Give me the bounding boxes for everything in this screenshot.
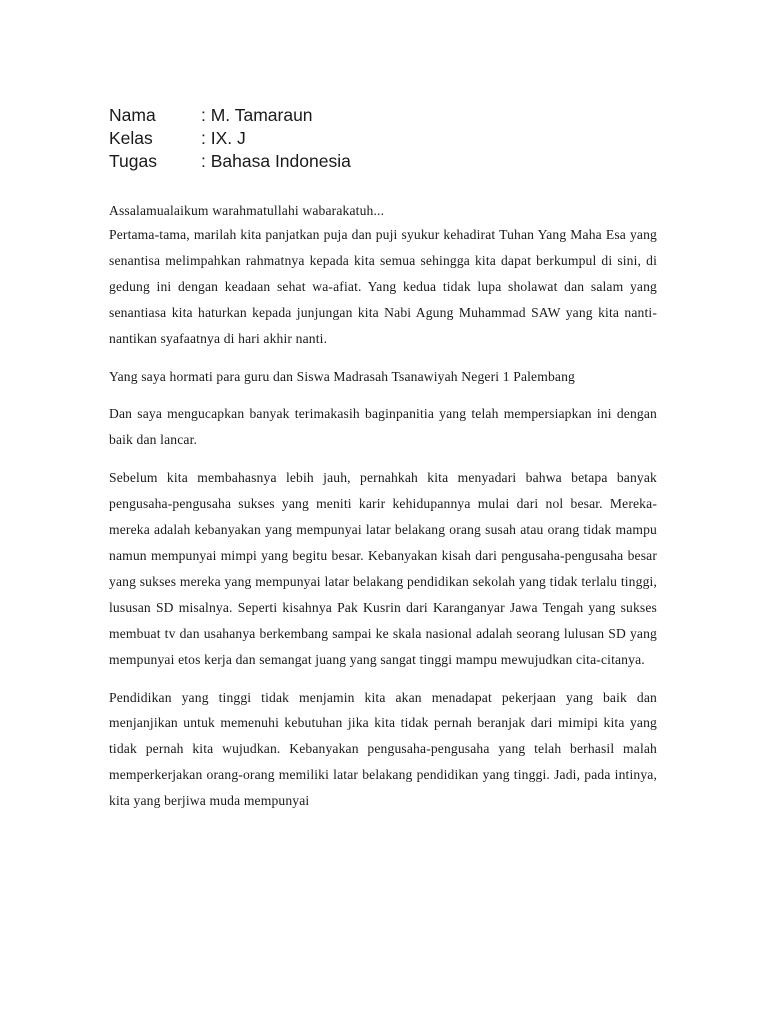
tugas-value: : Bahasa Indonesia bbox=[201, 151, 351, 171]
student-info-header bbox=[109, 104, 657, 173]
greeting: Assalamualaikum warahmatullahi wabarakatuh... bbox=[109, 203, 385, 218]
paragraph-education: Pendidikan yang tinggi tidak menjamin kita akan menadapat pekerjaan yang baik dan menjanjikan untuk memenuhi kebutuhan jika kita tidak pernah beranjak dari mimipi kita yang tidak pernah kita wujudkan. Kebanyakan pengusaha-pengusaha yang telah berhasil malah memperkerjakan orang-orang memiliki latar belakang pendidikan yang tinggi. Jadi, pada intinya, kita yang berjiwa muda mempunyai bbox=[109, 689, 657, 809]
kelas-value: : IX. J bbox=[201, 128, 246, 148]
paragraph-respect: Yang saya hormati para guru dan Siswa Madrasah Tsanawiyah Negeri 1 Palembang bbox=[109, 368, 575, 384]
speech-body bbox=[109, 200, 657, 814]
header-row-kelas bbox=[109, 127, 657, 150]
paragraph-thanks: Dan saya mengucapkan banyak terimakasih baginpanitia yang telah mempersiapkan ini dengan baik dan lancar. bbox=[109, 406, 657, 448]
paragraph-opening: Pertama-tama, marilah kita panjatkan puja dan puji syukur kehadirat Tuhan Yang Maha Esa yang senantisa melimpahkan rahmatnya kepada kita semua sehingga kita dapat berkumpul di sini, di gedung ini dengan keadaan sehat wa-afiat. Yang kedua tidak lupa sholawat dan salam yang senantiasa kita haturkan kepada junjungan kita Nabi Agung Muhammad SAW yang kita nanti-nantikan syafaatnya di hari akhir nanti. bbox=[109, 227, 657, 346]
paragraph-entrepreneurs: Sebelum kita membahasnya lebih jauh, pernahkah kita menyadari bahwa betapa banyak pengusaha-pengusaha sukses yang meniti karir kehidupannya mulai dari nol besar. Mereka-mereka adalah kebanyakan yang mempunyai latar belakang orang susah atau orang tidak mampu namun mempunyai mimpi yang begitu besar. Kebanyakan kisah dari pengusaha-pengusaha besar yang sukses mereka yang mempunyai latar belakang pendidikan sekolah yang tidak terlalu tinggi, lususan SD misalnya. Seperti kisahnya Pak Kusrin dari Karanganyar Jawa Tengah yang sukses membuat tv dan usahanya berkembang sampai ke skala nasional adalah seorang lulusan SD yang mempunyai etos kerja dan semangat juang yang sangat tinggi mampu mewujudkan cita-citanya. bbox=[109, 470, 657, 667]
nama-value: : M. Tamaraun bbox=[201, 105, 313, 125]
header-row-nama bbox=[109, 104, 657, 127]
nama-label: Nama bbox=[109, 105, 156, 125]
header-row-tugas bbox=[109, 150, 657, 173]
document-page bbox=[109, 104, 657, 814]
kelas-label: Kelas bbox=[109, 128, 153, 148]
tugas-label: Tugas bbox=[109, 151, 157, 171]
